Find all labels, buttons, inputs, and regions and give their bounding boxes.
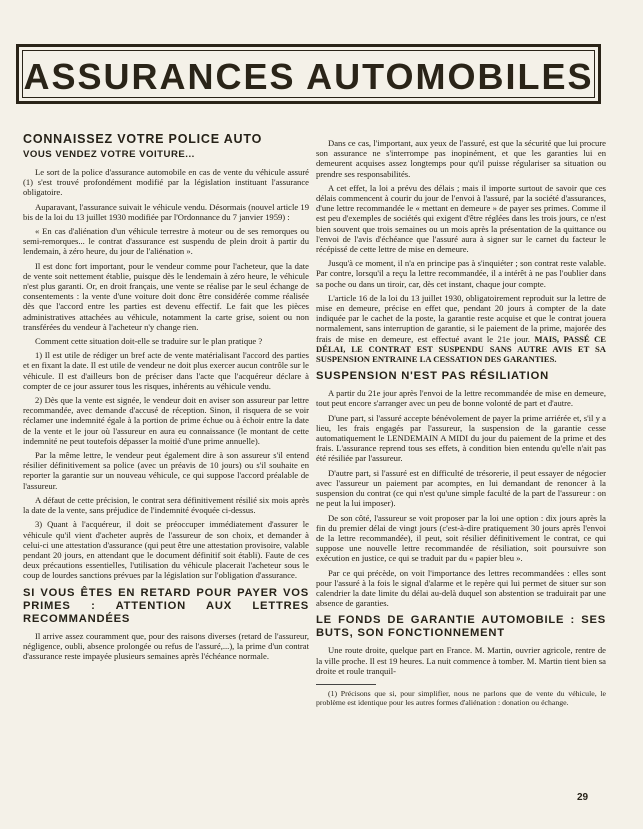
section-subheading: VOUS VENDEZ VOTRE VOITURE... bbox=[23, 149, 195, 160]
paragraph: Il est donc fort important, pour le vendeur comme pour l'acheteur, que la date de vente soit nettement établie, puisque dès le lendemain à zéro heure, le véhicule n'est plus garanti. Or, en droit français, une vente se réalise par le seul échange de consentements : la vente d'une voiture doit donc être considérée comme réalisée dès que l'accord entre les parties est devenu effectif. Le fait que les pièces administratives attachées au véhicule, notamment la carte grise, soient ou non transférées du vendeur à l'acheteur n'y change rien. bbox=[23, 260, 309, 332]
page-number: 29 bbox=[577, 792, 589, 803]
title-box bbox=[16, 44, 601, 104]
paragraph: « En cas d'aliénation d'un véhicule terrestre à moteur ou de ses remorques ou semi-remorques... le contrat d'assurance est suspendu de plein droit à partir du lendemain, à zéro heure, du jour de l'aliénation ». bbox=[23, 226, 309, 257]
section-heading: SUSPENSION N'EST PAS RÉSILIATION bbox=[316, 370, 549, 383]
emphasis-text: MAIS, PASSÉ CE DÉLAI, LE CONTRAT EST SUSPENDU SANS AUTRE AVIS ET SA SUSPENSION ENTRAINE LA CESSATION DES GARANTIES. bbox=[316, 333, 607, 365]
footnote: (1) Précisons que si, pour simplifier, nous ne parlons que de vente du véhicule, le problème est identique pour les autres formes d'aliénation : donation ou échange. bbox=[316, 688, 606, 708]
paragraph: Dans ce cas, l'important, aux yeux de l'assuré, est que la sécurité que lui procure son assurance ne s'interrompe pas inopinément, et que les garanties lui en demeurent acquises assez longtemps pour qu'il puisse régulariser sa situation ou prendre ses responsabilités. bbox=[316, 138, 606, 179]
paragraph: A partir du 21e jour après l'envoi de la lettre recommandée de mise en demeure, tout peut encore s'arranger avec un peu de bonne volonté de part et d'autre. bbox=[316, 388, 606, 409]
paragraph: De son côté, l'assureur se voit proposer par la loi une option : dix jours après la fin du premier délai de vingt jours (c'est-à-dire pratiquement 30 jours après l'envoi de la lettre recommandée), il peut, soit résilier définitivement le contrat, ce qui suppose une nouvelle lettre recommandée de résiliation, soit poursuivre son exécution en justice, ce qui se traduit par du « papier bleu ». bbox=[316, 512, 606, 564]
paragraph: Par la même lettre, le vendeur peut également dire à son assureur s'il entend résilier définitivement sa police (avec un préavis de 10 jours) ou s'il souhaite en reporter la garantie sur un nouveau véhicule, ce qui suppose l'accord préalable de l'assureur. bbox=[23, 450, 309, 491]
paragraph: D'une part, si l'assuré accepte bénévolement de payer la prime arriérée et, s'il y a lieu, les frais engagés par l'assureur, la suspension de la garantie cesse automatiquement le LENDEMAIN A MIDI du jour du paiement de la prime et des frais. L'assurance reprend tous ses effets, à condition bien entendu qu'elle n'ait pas été résiliée par l'assureur. bbox=[316, 412, 606, 464]
paragraph bbox=[316, 293, 606, 364]
section-heading: SI VOUS ÊTES EN RETARD POUR PAYER VOS PRIMES : ATTENTION AUX LETTRES RECOMMANDÉES bbox=[23, 586, 309, 625]
paragraph: Par ce qui précède, on voit l'importance des lettres recommandées : elles sont pour l'assuré à la fois le signal d'alarme et le repère qui lui permet de situer sur son calendrier la date limite du délai au-delà duquel son abstention se traduirait par une absence de garanties. bbox=[316, 567, 606, 609]
paragraph-text: L'article 16 de la loi du 13 juillet 1930, obligatoirement reproduit sur la lettre de mise en demeure, précise en effet que, pendant 20 jours à compter de la date indiquée par le cachet de la poste, la garantie reste acquise et que le contrat jouera normalement, sans interruption de garantie, si le paiement de la prime, majorée des frais de mise en demeure, est effectué avant le 21e jour. bbox=[316, 292, 606, 344]
paragraph: Auparavant, l'assurance suivait le véhicule vendu. Désormais (nouvel article 19 bis de la loi du 13 juillet 1930 modifiée par l'Ordonnance du 7 janvier 1959) : bbox=[23, 201, 309, 222]
paragraph: 3) Quant à l'acquéreur, il doit se préoccuper immédiatement d'assurer le véhicule qu'il vient d'acheter auprès de l'assureur de son choix, et demander à celui-ci une attestation d'assurance (qui peut être une attestation provisoire, valable pendant 20 jours, en attendant que le document définitif soit établi). Faute de ces deux précautions essentielles, l'utilisation du véhicule placerait l'acheteur sous le coup de lourdes sanctions prévues par la législation sur l'obligation d'assurance. bbox=[23, 519, 309, 581]
section-heading: CONNAISSEZ VOTRE POLICE AUTO bbox=[23, 132, 263, 146]
paragraph: 2) Dès que la vente est signée, le vendeur doit en aviser son assureur par lettre recommandée, avec demande d'accusé de réception. Sinon, il risquera de se voir réclamer une indemnité égale à la portion de prime échue ou à échoir entre la date de la vente et le jour où l'assureur en aura eu connaissance (le montant de cette indemnité ne peut toutefois dépasser la moitié d'une prime annuelle). bbox=[23, 395, 309, 446]
paragraph: Il arrive assez couramment que, pour des raisons diverses (retard de l'assureur, négligence, oubli, absence prolongée ou refus de l'assuré,...), la prime d'un contrat d'assurance reste impayée plusieurs semaines après l'échéance normale. bbox=[23, 630, 309, 661]
right-column bbox=[316, 138, 606, 711]
paragraph: 1) Il est utile de rédiger un bref acte de vente matérialisant l'accord des parties et en fixant la date. Il est utile de vendeur ne doit plus exercer aucun contrôle sur le véhicule. Il est d'ailleurs bon de préciser dans l'acte que l'acquéreur déclare à compter de ce jour assurer tous les risques, inhérents au véhicule vendu. bbox=[23, 350, 309, 391]
left-column bbox=[23, 132, 309, 665]
paragraph: Le sort de la police d'assurance automobile en cas de vente du véhicule assuré (1) s'est trouvé profondément modifié par la législation instituant l'assurance obligatoire. bbox=[23, 167, 309, 198]
footnote-divider bbox=[316, 684, 376, 685]
paragraph: A défaut de cette précision, le contrat sera définitivement résilié six mois après la date de la vente, sans préjudice de l'indemnité évoquée ci-dessus. bbox=[23, 494, 309, 516]
paragraph: Une route droite, quelque part en France. M. Martin, ouvrier agricole, rentre de la ville proche. Il est 19 heures. La nuit commence à tomber. M. Martin tient bien sa droite et roule tranquil- bbox=[316, 645, 606, 676]
paragraph: D'autre part, si l'assuré est en difficulté de trésorerie, il peut essayer de négocier avec l'assureur un paiement par acomptes, en lui demandant de renoncer à la suspension du contrat (ce qui n'est qu'une simple faculté de la part de l'assureur : on ne peut la lui imposer). bbox=[316, 467, 606, 509]
page-title: ASSURANCES AUTOMOBILES bbox=[23, 56, 594, 97]
paragraph: A cet effet, la loi a prévu des délais ; mais il importe surtout de savoir que ces délais commencent à courir du jour de l'envoi à l'assuré, par la société d'assurances, d'une lettre recommandée le « mettant en demeure » de payer ses primes. Comme il est peu d'exemples de sociétés qui exigent d'être réglées dans les trois jours, ce n'est bien souvent que trois semaines ou un mois après la présentation de la quittance ou l'envoi de l'avis d'échéance que l'assuré aura à signer sur le carnet du facteur le récépissé de cette lettre de mise en demeure. bbox=[316, 182, 606, 255]
paragraph: Comment cette situation doit-elle se traduire sur le plan pratique ? bbox=[35, 336, 263, 347]
paragraph: Jusqu'à ce moment, il n'a en principe pas à s'inquiéter ; son contrat reste valable. Par contre, lorsqu'il a reçu la lettre recommandée, il a intérêt à ne pas l'oublier dans sa poche ou dans un tiroir, car, dès cet instant, chaque jour compte. bbox=[316, 258, 606, 289]
section-heading: LE FONDS DE GARANTIE AUTOMOBILE : SES BUTS, SON FONCTIONNEMENT bbox=[316, 614, 606, 640]
